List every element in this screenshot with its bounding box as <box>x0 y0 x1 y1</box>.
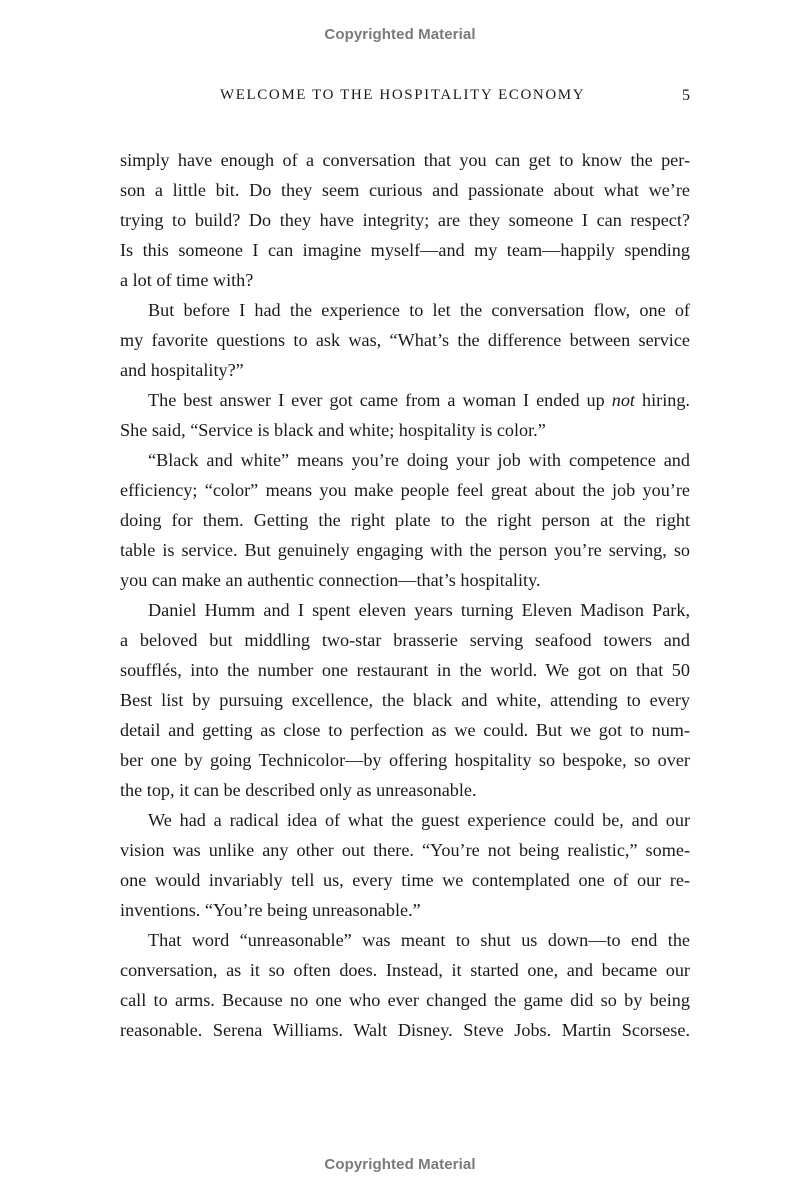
text-line: inventions. “You’re being unreasonable.” <box>120 900 421 920</box>
text-line: a lot of time with? <box>120 270 254 290</box>
text-line: efficiency; “color” means you make people feel great about the job you’re <box>120 480 690 500</box>
text-line: soufflés, into the number one restaurant in the world. We got on that 50 <box>120 660 690 680</box>
page-number: 5 <box>682 87 690 104</box>
text-line: detail and getting as close to perfection as we could. But we got to num- <box>120 720 690 740</box>
emphasis-word: not <box>611 390 635 410</box>
text-line: Daniel Humm and I spent eleven years turning Eleven Madison Park, <box>148 600 690 620</box>
paragraph <box>120 295 690 385</box>
text-line: She said, “Service is black and white; hospitality is color.” <box>120 420 546 440</box>
text-line: and hospitality?” <box>120 360 244 380</box>
running-head <box>120 87 690 107</box>
text-line: trying to build? Do they have integrity; are they someone I can respect? <box>120 210 690 230</box>
text-line: That word “unreasonable” was meant to shut us down—to end the <box>148 930 690 950</box>
text-line: table is service. But genuinely engaging with the person you’re serving, so <box>120 540 690 560</box>
text-line: doing for them. Getting the right plate to the right person at the right <box>120 510 690 530</box>
text-line: you can make an authentic connection—that’s hospitality. <box>120 570 541 590</box>
text-line: conversation, as it so often does. Instead, it started one, and became our <box>120 960 690 980</box>
paragraph <box>120 145 690 295</box>
copyright-watermark-top: Copyrighted Material <box>324 26 476 43</box>
text-line: a beloved but middling two-star brasserie serving seafood towers and <box>120 630 690 650</box>
text-line: Is this someone I can imagine myself—and my team—happily spending <box>120 240 690 260</box>
text-line: my favorite questions to ask was, “What’s the difference between service <box>120 330 690 350</box>
text-line: Best list by pursuing excellence, the black and white, attending to every <box>120 690 690 710</box>
paragraph <box>120 595 690 805</box>
text-line: simply have enough of a conversation that you can get to know the per- <box>120 150 690 170</box>
text-line: But before I had the experience to let the conversation flow, one of <box>148 300 690 320</box>
paragraph <box>120 445 690 595</box>
text-line: ber one by going Technicolor—by offering hospitality so bespoke, so over <box>120 750 690 770</box>
body-text <box>120 145 690 1045</box>
text-line: We had a radical idea of what the guest experience could be, and our <box>148 810 690 830</box>
text-line <box>120 385 690 415</box>
text-line: one would invariably tell us, every time we contemplated one of our re- <box>120 870 690 890</box>
paragraph <box>120 925 690 1045</box>
paragraph <box>120 805 690 925</box>
text-segment: The best answer I ever got came from a woman I ended up <box>148 390 612 410</box>
text-line: the top, it can be described only as unreasonable. <box>120 780 477 800</box>
copyright-watermark-bottom: Copyrighted Material <box>324 1156 476 1173</box>
text-line: “Black and white” means you’re doing your job with competence and <box>148 450 690 470</box>
text-line: reasonable. Serena Williams. Walt Disney. Steve Jobs. Martin Scorsese. <box>120 1020 690 1040</box>
running-title: WELCOME TO THE HOSPITALITY ECONOMY <box>220 87 586 103</box>
text-line: vision was unlike any other out there. “You’re not being realistic,” some- <box>120 840 690 860</box>
paragraph <box>120 385 690 445</box>
text-line: call to arms. Because no one who ever changed the game did so by being <box>120 990 690 1010</box>
text-line: son a little bit. Do they seem curious and passionate about what we’re <box>120 180 690 200</box>
text-segment: hiring. <box>634 390 690 410</box>
